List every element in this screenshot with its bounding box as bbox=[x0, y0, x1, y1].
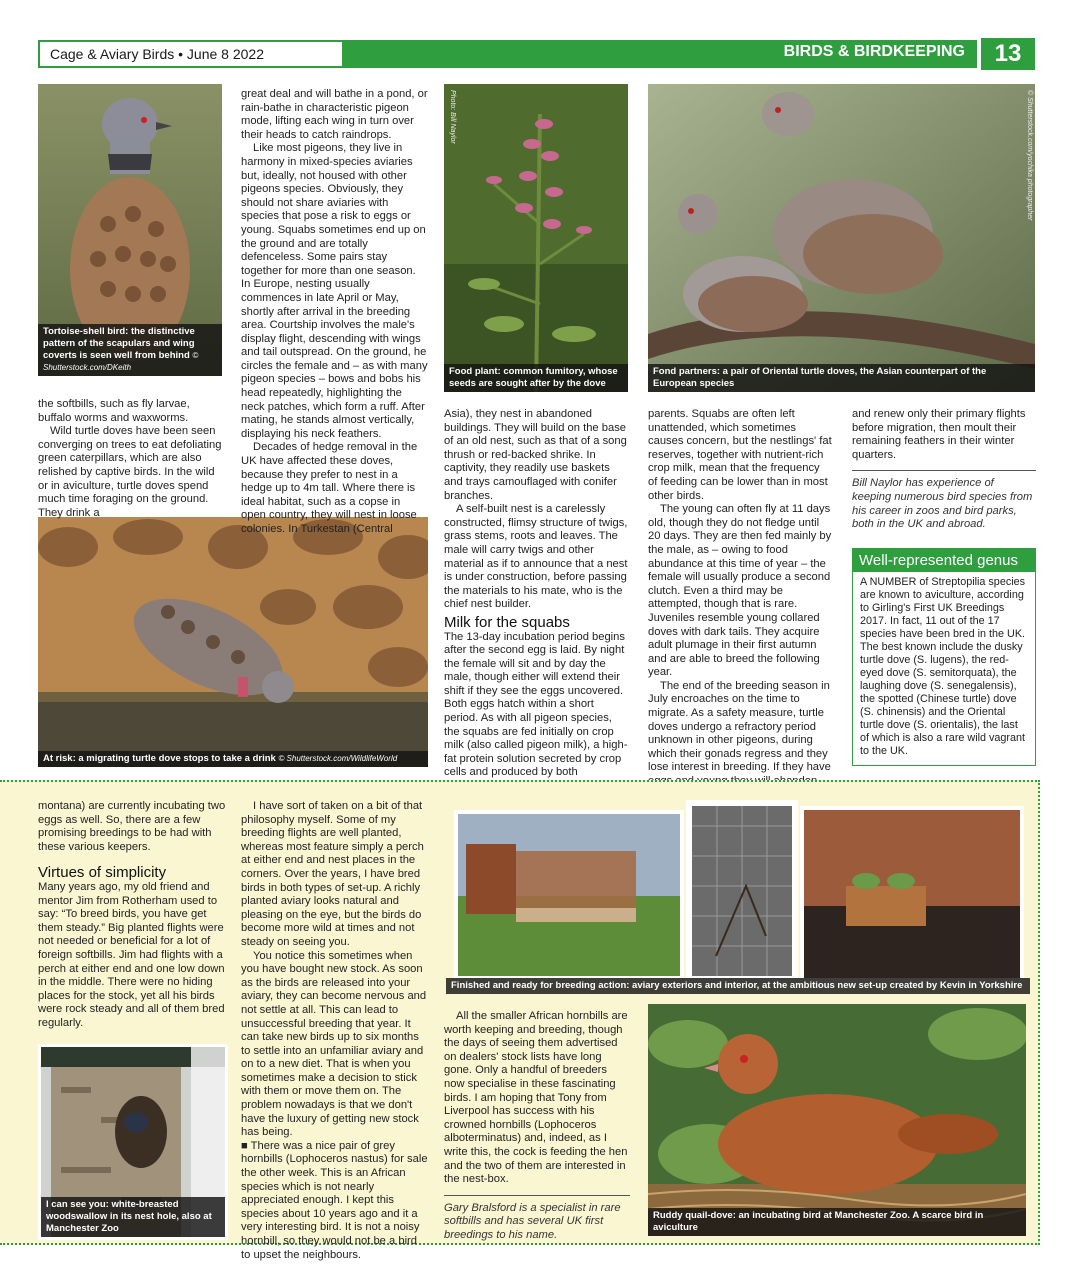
photo-credit-fumitory: Photo: Bill Naylor bbox=[449, 90, 456, 144]
panel-col-3 bbox=[444, 1010, 630, 1243]
sidebar-box-title: Well-represented genus bbox=[853, 549, 1035, 572]
paragraph: All the smaller African hornbills are worth keeping and breeding, though the days of seeing them advertised on dealers' stock lists have long gone. Only a handful of breeders now specialise in these fascinating birds. I am hoping that Tony from Liverpool has success with his crowned hornbills (Lophoceros alboterminatus) and, indeed, as I write this, the cock is feeding the hen and the two of them are interested in the nest-box. bbox=[444, 1010, 628, 1186]
article-col-1 bbox=[38, 398, 222, 520]
caption-woodswallow: I can see you: white-breasted woodswallow in its nest hole, also at Manchester Zoo bbox=[41, 1197, 225, 1237]
paragraph: and renew only their primary flights before migration, then moult their remaining feathers in their winter quarters. bbox=[852, 408, 1026, 461]
sidebar-box-genus bbox=[852, 548, 1036, 766]
paragraph: You notice this sometimes when you have bought new stock. As soon as the birds are released into your aviary, they can become nervous and not settle at all. This can lead to unsuccessful breeding that year. It can take new birds up to six months to settle into an unfamiliar aviary and on to a new diet. That is when you sometimes make a decision to stick with them or move them on. The problem nowadays is that we don't have the luxury of getting new stock has being. bbox=[241, 949, 427, 1139]
caption-drinking bbox=[38, 751, 428, 767]
article-col-5 bbox=[852, 408, 1036, 532]
paragraph: ■ There was a nice pair of grey hornbills (Lophoceros nastus) for sale the other week. This is an African species which is not nearly appreciated enough. I kept this species about 10 years ago and it a very interesting bird. It is not a noisy hornbill, so they would not be a bird to upset the neighbours. bbox=[241, 1139, 428, 1261]
paragraph: the softbills, such as fly larvae, buffalo worms and waxworms. bbox=[38, 398, 190, 424]
paragraph: montana) are currently incubating two eggs as well. So, there are a few promising breedings to be had with these various keepers. bbox=[38, 800, 226, 853]
caption-text: Tortoise-shell bird: the distinctive pattern of the scapulars and wing coverts is seen well from behind bbox=[43, 326, 195, 361]
section-title: BIRDS & BIRDKEEPING bbox=[342, 40, 977, 68]
photo-credit: © Shutterstock.com/DKeith bbox=[43, 351, 199, 372]
paragraph: parents. Squabs are often left unattended, which sometimes causes concern, but the nestlings' fat reserves, together with nutrient-rich crop milk, mean that the frequency of feeding can be lower than in most other birds. bbox=[648, 408, 832, 502]
photo-drinking-dove bbox=[38, 517, 428, 767]
paragraph: I have sort of taken on a bit of that philosophy myself. Some of my breeding flights are well planted, whereas most feature simply a perch at either end and nest places in the corners. Over the years, I have bred birds in both types of set-up. A richly planted aviary looks natural and pleasing on the eye, but the birds do become more wild at times and not steady on seeing you. bbox=[241, 800, 424, 948]
photo-woodswallow bbox=[38, 1044, 228, 1240]
article-col-4 bbox=[648, 408, 832, 816]
photo-credit: © Shutterstock.com/WildlifeWorld bbox=[278, 754, 398, 763]
paragraph: great deal and will bathe in a pond, or rain-bathe in characteristic pigeon mode, lifting each wing in turn over their heads to catch raindrops. bbox=[241, 88, 428, 141]
page-number: 13 bbox=[981, 38, 1035, 70]
caption-aviary: Finished and ready for breeding action: aviary exteriors and interior, at the ambitious new set-up created by Kevin in Yorkshire bbox=[446, 978, 1030, 994]
photo-oriental-doves bbox=[648, 84, 1035, 392]
divider bbox=[444, 1195, 630, 1196]
quail-dove-image bbox=[648, 1004, 1026, 1236]
photo-quail-dove bbox=[648, 1004, 1026, 1236]
photo-credit-oriental: © Shutterstock.com/yochika photographer bbox=[1026, 90, 1033, 221]
paragraph: A self-built nest is a carelessly constructed, flimsy structure of twigs, grass stems, roots and leaves. The male will carry twigs and other material as if to announce that a nest is under construction, before passing the materials to his mate, who is the chief nest builder. bbox=[444, 503, 628, 611]
photo-tortoiseshell-dove bbox=[38, 84, 222, 376]
fumitory-image bbox=[444, 84, 628, 392]
subheading: Milk for the squabs bbox=[444, 613, 570, 631]
subheading: Virtues of simplicity bbox=[38, 864, 167, 882]
paragraph: Wild turtle doves have been seen converging on trees to eat defoliating green caterpillars, which are also relished by captive birds. In the wild or in aviculture, turtle doves spend much time foraging on the ground. They drink a bbox=[38, 425, 222, 519]
paragraph: Decades of hedge removal in the UK have affected these doves, because they prefer to nest in a hedge up to 4m tall. Where there is ideal habitat, such as a copse in open country, they will nest in loose colonies. In Turkestan (Central bbox=[241, 441, 418, 535]
article-col-3 bbox=[444, 408, 630, 780]
divider bbox=[852, 470, 1036, 471]
publication-header: Cage & Aviary Birds • June 8 2022 bbox=[38, 40, 342, 68]
caption-quail-dove: Ruddy quail-dove: an incubating bird at Manchester Zoo. A scarce bird in aviculture bbox=[648, 1208, 1026, 1236]
paragraph: The 13-day incubation period begins after the second egg is laid. By night the female will sit and by day the male, though either will extend their shift if they see the eggs uncovered. Both eggs hatch within a short period. As with all pigeon species, the squabs are fed initially on crop milk (also called pigeon milk), a high-fat protein solution secreted by crop cells and produced by both bbox=[444, 630, 628, 779]
photo-fumitory bbox=[444, 84, 628, 392]
oriental-doves-image bbox=[648, 84, 1035, 392]
author-byline: Gary Bralsford is a specialist in rare softbills and has several UK first breedings to his name. bbox=[444, 1201, 621, 1241]
article-col-2 bbox=[241, 88, 428, 537]
caption-fumitory: Food plant: common fumitory, whose seeds are sought after by the dove bbox=[444, 364, 628, 392]
paragraph: Many years ago, my old friend and mentor Jim from Rotherham used to say: “To breed birds, you have get them steady.” Big planted flights were not needed or beneficial for a lot of foreign softbills. Jim had flights with a perch at either end and one low down in the middle. There were no hiding places for the stock, yet all his birds were rock steady and all of them bred regularly. bbox=[38, 880, 225, 1029]
sidebar-box-body: A NUMBER of Streptopilia species are known to aviculture, according to Girling's First UK Breedings 2017. In fact, 11 out of the 17 species have been bred in the UK. The best known include the dusky turtle dove (S. lugens), the red-eyed dove (S. semitorquata), the laughing dove (S. senegalensis), the spotted (Chinese turtle) dove (S. chinensis) and the Oriental turtle dove (S. orientalis), the last of which is also a rare wild vagrant to the UK. bbox=[860, 576, 1026, 757]
paragraph: The end of the breeding season in July encroaches on the time to migrate. As a safety measure, turtle doves undergo a refractory period unknown in other pigeons, during which their gonads regress and they lose interest in breeding. If they have bbox=[648, 679, 831, 774]
panel-col-1 bbox=[38, 800, 226, 1031]
paragraph: Like most pigeons, they live in harmony in mixed-species aviaries but, ideally, not housed with other pigeons species. Obviously, they should not share aviaries with species that pose a risk to eggs or young. Squabs sometimes end up on the ground and are totally defenceless. Some pairs stay together for more than one season. In Europe, nesting usually commences in late April or May, shortly after arrival in the breeding area. Courtship involves the male's display flight, descending with wings and tail outspread. On the ground, he circles the female and – as with many pigeon species – bows and bobs his head repeatedly, highlighting the neck patches, which form a ruff. After mating, he stands almost vertically, displaying his neck feathers. bbox=[241, 142, 428, 440]
drinking-dove-image bbox=[38, 517, 428, 767]
photo-aviary-montage bbox=[446, 796, 1030, 996]
caption-text: At risk: a migrating turtle dove stops to take a drink bbox=[43, 753, 276, 764]
caption-tortoiseshell bbox=[38, 324, 222, 376]
author-byline: Bill Naylor has experience of keeping numerous bird species from his career in zoos and bird parks, both in the UK and abroad. bbox=[852, 477, 1033, 531]
aviary-montage-image bbox=[446, 796, 1030, 996]
caption-oriental: Fond partners: a pair of Oriental turtle doves, the Asian counterpart of the European species bbox=[648, 364, 1035, 392]
panel-col-2 bbox=[241, 800, 428, 1262]
paragraph: Asia), they nest in abandoned buildings. They will build on the base of an old nest, such as that of a song thrush or red-backed shrike. In captivity, they readily use baskets and trays camouflaged with conifer branches. bbox=[444, 408, 627, 502]
paragraph: The young can often fly at 11 days old, though they do not fledge until 20 days. They are then fed mainly by the male, as – owing to food abundance at this time of year – the female will usually produce a second clutch. Even a third may be attempted, though that is rare. Juveniles resemble young collared doves with dark tails. They acquire adult plumage in their first autumn and are able to breed the following year. bbox=[648, 503, 832, 679]
